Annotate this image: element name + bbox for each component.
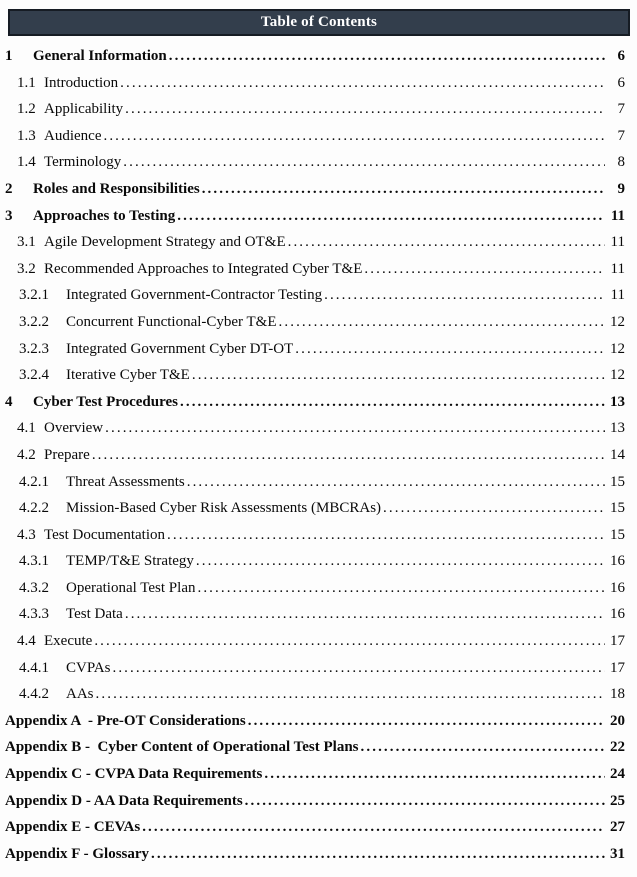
toc-entry-label: Integrated Government Cyber DT-OT: [66, 340, 294, 357]
dot-leader: [125, 601, 605, 628]
toc-entry-label: Test Data: [66, 606, 123, 623]
dot-leader: [187, 469, 605, 496]
dot-leader: [288, 229, 605, 256]
toc-entry-page: 9: [617, 180, 625, 197]
toc-entry[interactable]: [0, 734, 625, 761]
toc-entry-label: Concurrent Functional-Cyber T&E: [66, 313, 277, 330]
toc-entry-number: 1: [5, 48, 13, 64]
toc-entry-number: 4.3.1: [19, 553, 49, 570]
toc-entry-page: 13: [610, 420, 625, 437]
toc-entry-number: 3.2.1: [19, 287, 49, 304]
dot-leader: [196, 548, 605, 575]
dot-leader: [248, 708, 605, 735]
toc-entry-number: 3.2: [17, 260, 36, 277]
toc-entry-number: 3: [5, 207, 13, 224]
toc-entry-label: Appendix B - Cyber Content of Operational Test Plans: [5, 739, 359, 756]
dot-leader: [202, 176, 605, 203]
toc-entry[interactable]: [0, 708, 625, 735]
toc-entry[interactable]: [0, 841, 625, 868]
toc-entry[interactable]: [0, 628, 625, 655]
dot-leader: [279, 309, 605, 336]
dot-leader: [245, 788, 605, 815]
toc-entry-page: 6: [617, 74, 625, 91]
toc-entry-number: 4.4.2: [19, 686, 49, 703]
page-title: Table of Contents: [260, 14, 378, 30]
toc-entry-label: Roles and Responsibilities: [33, 180, 200, 197]
toc-entry-label: TEMP/T&E Strategy: [66, 553, 194, 570]
toc-entry-page: 17: [610, 659, 625, 676]
toc-entry-page: 11: [610, 287, 625, 304]
toc-entry-page: 24: [610, 766, 625, 783]
toc-entry-page: 15: [610, 500, 625, 517]
dot-leader: [142, 814, 605, 841]
toc-entry[interactable]: [0, 123, 625, 150]
toc-entry-page: 20: [610, 712, 625, 729]
toc-entry-page: 16: [610, 553, 625, 570]
toc-entry-number: 4.3.3: [19, 606, 49, 623]
toc-entry-number: 4.4.1: [19, 659, 49, 676]
toc-entry-label: Appendix C - CVPA Data Requirements: [5, 766, 263, 783]
toc-entry[interactable]: [0, 149, 625, 176]
toc-entry-number: 4.4: [17, 633, 36, 650]
toc-entry-label: Threat Assessments: [66, 473, 185, 490]
toc-entry-number: 4.2: [17, 446, 36, 463]
toc-entry[interactable]: [0, 282, 625, 309]
toc-entry-label: Appendix D - AA Data Requirements: [5, 792, 243, 809]
dot-leader: [264, 761, 605, 788]
toc-entry-page: 11: [610, 260, 625, 277]
dot-leader: [180, 389, 605, 416]
toc-entry-page: 22: [610, 739, 625, 756]
toc-entry-page: 7: [617, 127, 625, 144]
toc-entry-label: Appendix A - Pre-OT Considerations: [5, 712, 246, 729]
toc-entry-label: Mission-Based Cyber Risk Assessments (MBCRAs): [66, 500, 382, 517]
dot-leader: [151, 841, 605, 868]
toc-entry[interactable]: [0, 96, 625, 123]
dot-leader: [192, 362, 605, 389]
toc-entry[interactable]: [0, 336, 625, 363]
toc-entry-page: 6: [617, 48, 625, 64]
toc-entry-label: Iterative Cyber T&E: [66, 367, 190, 384]
toc-entry[interactable]: [0, 655, 625, 682]
toc-entry[interactable]: [0, 814, 625, 841]
toc-entry[interactable]: [0, 229, 625, 256]
toc-entry-page: 7: [617, 101, 625, 118]
toc-entry[interactable]: [0, 469, 625, 496]
toc-entry-label: Cyber Test Procedures: [33, 393, 178, 410]
toc-entry-label: Applicability: [44, 101, 124, 118]
toc-entry-number: 4.2.1: [19, 473, 49, 490]
toc-entry-number: 3.2.3: [19, 340, 49, 357]
toc-header-bar: [8, 9, 630, 36]
toc-entry-label: Recommended Approaches to Integrated Cyber T&E: [44, 260, 363, 277]
toc-entry-number: 4.2.2: [19, 500, 49, 517]
dot-leader: [197, 575, 605, 602]
dot-leader: [364, 256, 605, 283]
toc-entry-number: 4.3: [17, 526, 36, 543]
toc-entry[interactable]: [0, 495, 625, 522]
toc-entry-label: Appendix E - CEVAs: [5, 819, 141, 836]
toc-entry-label: Approaches to Testing: [33, 207, 176, 224]
toc-entry[interactable]: [0, 601, 625, 628]
dot-leader: [383, 495, 605, 522]
toc-entry[interactable]: [0, 203, 625, 230]
toc-entry-page: 16: [610, 579, 625, 596]
toc-entry-label: Operational Test Plan: [66, 579, 196, 596]
toc-entry[interactable]: [0, 415, 625, 442]
dot-leader: [120, 70, 605, 97]
dot-leader: [123, 149, 605, 176]
toc-entry[interactable]: [0, 389, 625, 416]
toc-entry-number: 3.2.4: [19, 367, 49, 384]
toc-entry[interactable]: [0, 548, 625, 575]
toc-entry-label: Agile Development Strategy and OT&E: [44, 234, 286, 251]
toc-entry[interactable]: [0, 522, 625, 549]
toc-entry[interactable]: [0, 176, 625, 203]
toc-entry-label: Introduction: [44, 74, 119, 91]
dot-leader: [169, 43, 605, 70]
dot-leader: [324, 282, 605, 309]
toc-entry-label: Appendix F - Glossary: [5, 845, 150, 862]
toc-entry-page: 13: [610, 393, 625, 410]
toc-entry[interactable]: [0, 575, 625, 602]
toc-entry-page: 12: [610, 367, 625, 384]
toc-entry[interactable]: [0, 442, 625, 469]
toc-entry-label: AAs: [66, 686, 94, 703]
toc-entry-label: Audience: [44, 127, 102, 144]
toc-entry[interactable]: [0, 362, 625, 389]
toc-entry-label: Prepare: [44, 446, 90, 463]
toc-entry-page: 27: [610, 819, 625, 836]
dot-leader: [92, 442, 605, 469]
toc-entry-page: 11: [610, 207, 625, 224]
toc-entry-number: 1.4: [17, 154, 36, 171]
toc-entry-page: 17: [610, 633, 625, 650]
toc-entry-page: 25: [610, 792, 625, 809]
toc-entry-number: 3.2.2: [19, 313, 49, 330]
toc-entry-label: Overview: [44, 420, 104, 437]
toc-entry-number: 4: [5, 393, 13, 410]
toc-entry[interactable]: [0, 70, 625, 97]
toc-entry-page: 31: [610, 845, 625, 862]
dot-leader: [103, 123, 605, 150]
toc-entry[interactable]: [0, 256, 625, 283]
toc-entry-number: 1.2: [17, 101, 36, 118]
dot-leader: [105, 415, 605, 442]
dot-leader: [167, 522, 605, 549]
toc-entry-page: 15: [610, 526, 625, 543]
toc-entry[interactable]: [0, 761, 625, 788]
toc-entry-number: 1.3: [17, 127, 36, 144]
toc-entry-number: 4.3.2: [19, 579, 49, 596]
dot-leader: [125, 96, 605, 123]
toc-entry[interactable]: [0, 788, 625, 815]
toc-entry[interactable]: [0, 43, 625, 70]
toc-entry-page: 8: [617, 154, 625, 171]
toc-entry-page: 15: [610, 473, 625, 490]
toc-entry-label: Execute: [44, 633, 93, 650]
toc-entry-label: Integrated Government-Contractor Testing: [66, 287, 323, 304]
toc-entry-page: 12: [610, 340, 625, 357]
toc-entry-label: Test Documentation: [44, 526, 166, 543]
toc-entry-page: 11: [610, 234, 625, 251]
toc-entry-number: 1.1: [17, 74, 36, 91]
toc-entry-label: CVPAs: [66, 659, 111, 676]
dot-leader: [94, 628, 605, 655]
toc-entry[interactable]: [0, 681, 625, 708]
toc-entry-page: 16: [610, 606, 625, 623]
toc-entry-number: 3.1: [17, 234, 36, 251]
toc-entry-label: General Information: [33, 48, 167, 64]
dot-leader: [96, 681, 605, 708]
dot-leader: [177, 203, 605, 230]
toc-entry-page: 12: [610, 313, 625, 330]
dot-leader: [295, 336, 605, 363]
toc-list: [0, 43, 625, 867]
toc-entry-page: 18: [610, 686, 625, 703]
toc-entry-number: 2: [5, 180, 13, 197]
toc-entry-number: 4.1: [17, 420, 36, 437]
toc-entry-label: Terminology: [44, 154, 122, 171]
toc-entry[interactable]: [0, 309, 625, 336]
dot-leader: [361, 734, 605, 761]
toc-entry-page: 14: [610, 446, 625, 463]
dot-leader: [112, 655, 605, 682]
